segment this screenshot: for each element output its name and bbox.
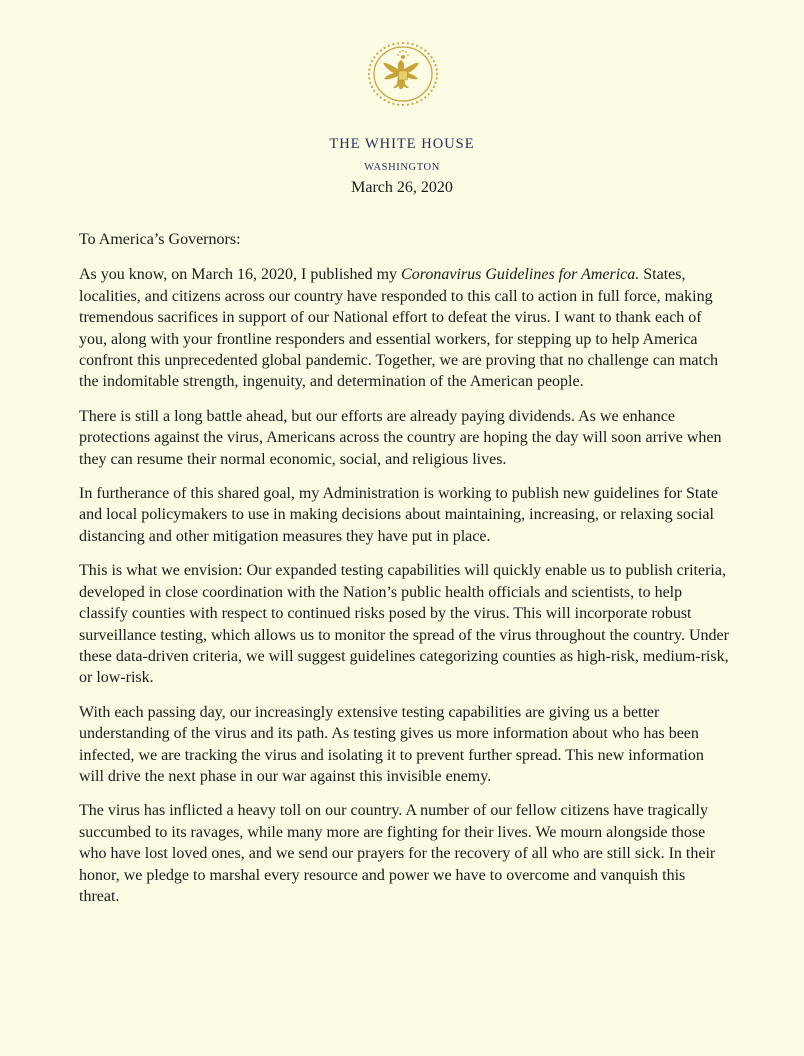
paragraph-6: The virus has inflicted a heavy toll on our country. A number of our fellow citizens have tragically succumbed to its ravages, while many more are fighting for their lives. We mourn alongside those who have lost loved ones, and we send our prayers for the recovery of all who are still sick. In their honor, we pledge to marshal every resource and power we have to overcome and vanquish this threat.	[79, 802, 716, 905]
salutation: To America’s Governors:	[79, 231, 241, 248]
letterhead-subtitle: WASHINGTON	[364, 162, 440, 173]
letterhead-title: THE WHITE HOUSE	[329, 136, 475, 152]
paragraph-2: There is still a long battle ahead, but our efforts are already paying dividends. As we enhance protections against the virus, Americans across the country are hoping the day will soon arrive when they can resume their normal economic, social, and religious lives.	[79, 407, 722, 468]
letter-body	[79, 229, 729, 920]
guidelines-title: Coronavirus Guidelines for America.	[401, 266, 640, 284]
paragraph-5: With each passing day, our increasingly extensive testing capabilities are giving us a better understanding of the virus and its path. As testing gives us more information about who has been infected, we are tracking the virus and isolating it to prevent further spread. This new information will drive the next phase in our war against this invisible enemy.	[79, 703, 704, 785]
paragraph-4: This is what we envision: Our expanded testing capabilities will quickly enable us to publish criteria, developed in close coordination with the Nation’s public health officials and scientists, to help classify counties with respect to continued risks posed by the virus. This will incorporate robust surveillance testing, which allows us to monitor the spread of the virus throughout the country. Under these data-driven criteria, we will suggest guidelines categorizing counties as high-risk, medium-risk, or low-risk.	[79, 562, 729, 687]
paragraph-3: In furtherance of this shared goal, my Administration is working to publish new guidelines for State and local policymakers to use in making decisions about maintaining, increasing, or relaxing social distancing and other mitigation measures they have put in place.	[79, 485, 718, 545]
paragraph-1-after: States, localities, and citizens across our country have responded to this call to action in full force, making tremendous sacrifices in support of our National effort to defeat the virus. I want to thank each of you, along with your frontline responders and essential workers, for stepping up to help America confront this unprecedented global pandemic. Together, we are proving that no challenge can match the indomitable strength, ingenuity, and determination of the American people.	[79, 266, 719, 391]
paragraph-1	[79, 264, 729, 392]
paragraph-1-before: As you know, on March 16, 2020, I published my	[79, 266, 402, 284]
letter-date: March 26, 2020	[351, 179, 453, 196]
presidential-seal-icon	[364, 40, 442, 108]
